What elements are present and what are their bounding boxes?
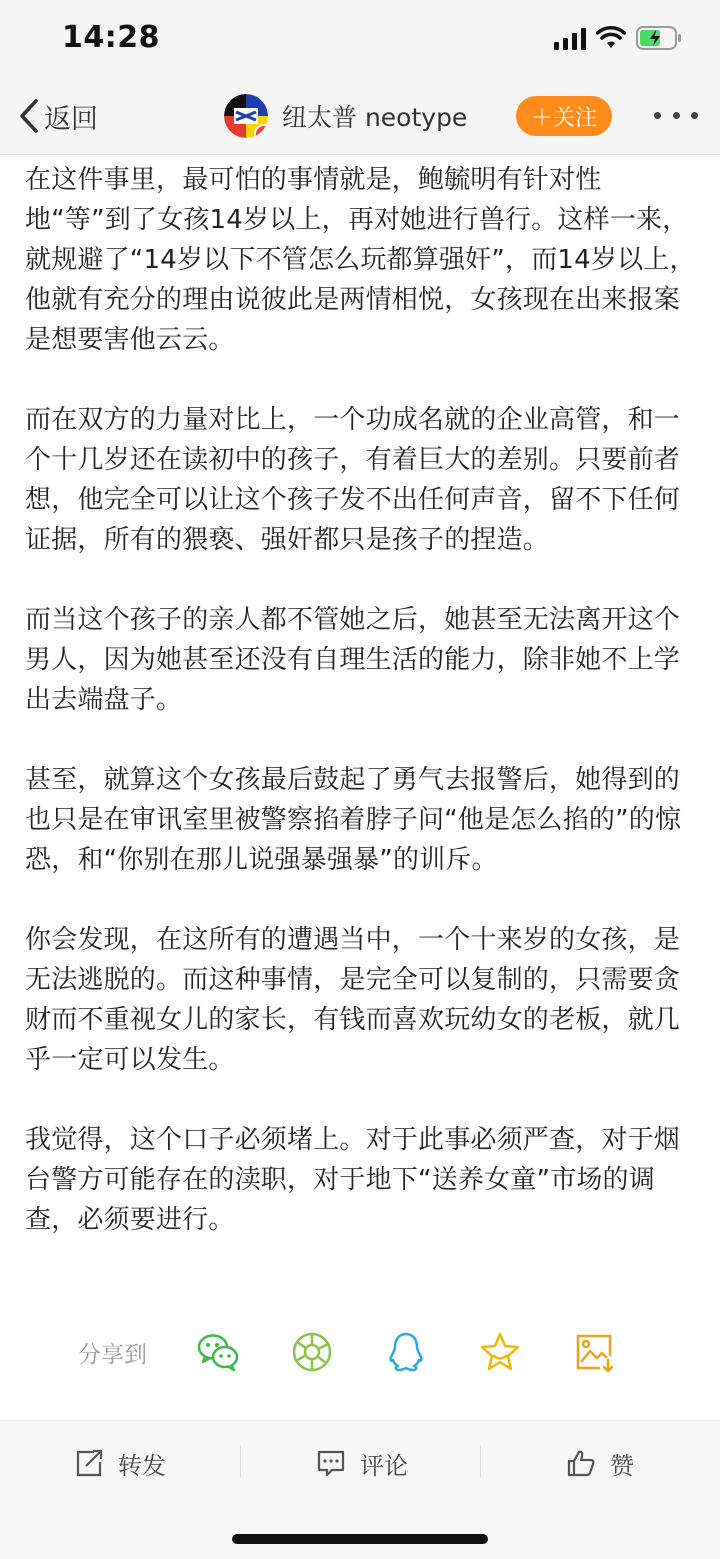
article-paragraph: 甚至，就算这个女孩最后鼓起了勇气去报警后，她得到的也只是在审讯室里被警察掐着脖子问“他是怎么掐的”的惊恐，和“你别在那儿说强暴强暴”的训斥。: [25, 765, 682, 875]
account-header[interactable]: [224, 92, 467, 140]
wifi-icon: [596, 26, 626, 50]
more-dot-icon: [673, 112, 680, 119]
verified-badge: [254, 124, 268, 138]
like-label: 赞: [610, 1451, 634, 1480]
save-image-icon[interactable]: [572, 1330, 616, 1374]
more-dot-icon: [654, 112, 661, 119]
account-name[interactable]: 纽太普 neotype: [282, 103, 468, 132]
article-body: [25, 160, 697, 1280]
article-paragraph: 我觉得，这个口子必须堵上。对于此事必须严查，对于烟台警方可能存在的渎职，对于地下“送养女童”市场的调查，必须要进行。: [25, 1125, 681, 1235]
follow-button[interactable]: ＋关注: [516, 96, 612, 136]
repost-label: 转发: [118, 1451, 166, 1480]
navigation-bar: [0, 80, 720, 155]
divider: [480, 1445, 481, 1477]
comment-label: 评论: [360, 1451, 408, 1480]
like-button[interactable]: [566, 1443, 634, 1483]
repost-button[interactable]: [74, 1443, 166, 1483]
more-dot-icon: [691, 112, 698, 119]
divider: [240, 1445, 241, 1477]
article-paragraph: 而在双方的力量对比上，一个功成名就的企业高管，和一个十几岁还在读初中的孩子，有着巨大的差别。只要前者想，他完全可以让这个孩子发不出任何声音，留不下任何证据，所有的猥亵、强奸都只是孩子的捏造。: [25, 405, 681, 555]
article-paragraph: 在这件事里，最可怕的事情就是，鲍毓明有针对性地“等”到了女孩14岁以上，再对她进行兽行。这样一来，就规避了“14岁以下不管怎么玩都算强奸”，而14岁以上，他就有充分的理由说彼此是两情相悦，女孩现在出来报案是想要害他云云。: [25, 165, 696, 355]
article-paragraph: 你会发现，在这所有的遭遇当中，一个十来岁的女孩，是无法逃脱的。而这种事情，是完全可以复制的，只需要贪财而不重视女儿的家长，有钱而喜欢玩幼女的老板，就几乎一定可以发生。: [25, 925, 681, 1075]
back-button[interactable]: [18, 96, 98, 136]
cellular-signal-icon: [554, 28, 586, 50]
back-label: 返回: [44, 103, 98, 135]
comment-icon: [316, 1448, 346, 1478]
moments-icon[interactable]: [290, 1330, 334, 1374]
home-indicator: [232, 1534, 488, 1544]
avatar[interactable]: [224, 94, 268, 138]
more-options-button[interactable]: [654, 100, 698, 130]
status-time: 14:28: [62, 20, 160, 55]
thumbs-up-icon: [566, 1448, 596, 1478]
repost-icon: [74, 1448, 104, 1478]
qq-icon[interactable]: [384, 1330, 428, 1374]
wechat-icon[interactable]: [196, 1330, 240, 1374]
chevron-left-icon: [18, 98, 40, 134]
share-row: [0, 1322, 720, 1382]
battery-icon: [636, 26, 682, 50]
share-label: 分享到: [78, 1342, 147, 1368]
article-paragraph: 而当这个孩子的亲人都不管她之后，她甚至无法离开这个男人，因为她甚至还没有自理生活的能力，除非她不上学出去端盘子。: [25, 605, 681, 715]
comment-button[interactable]: [316, 1443, 408, 1483]
status-bar: [0, 0, 720, 80]
favorite-star-icon[interactable]: [478, 1330, 522, 1374]
